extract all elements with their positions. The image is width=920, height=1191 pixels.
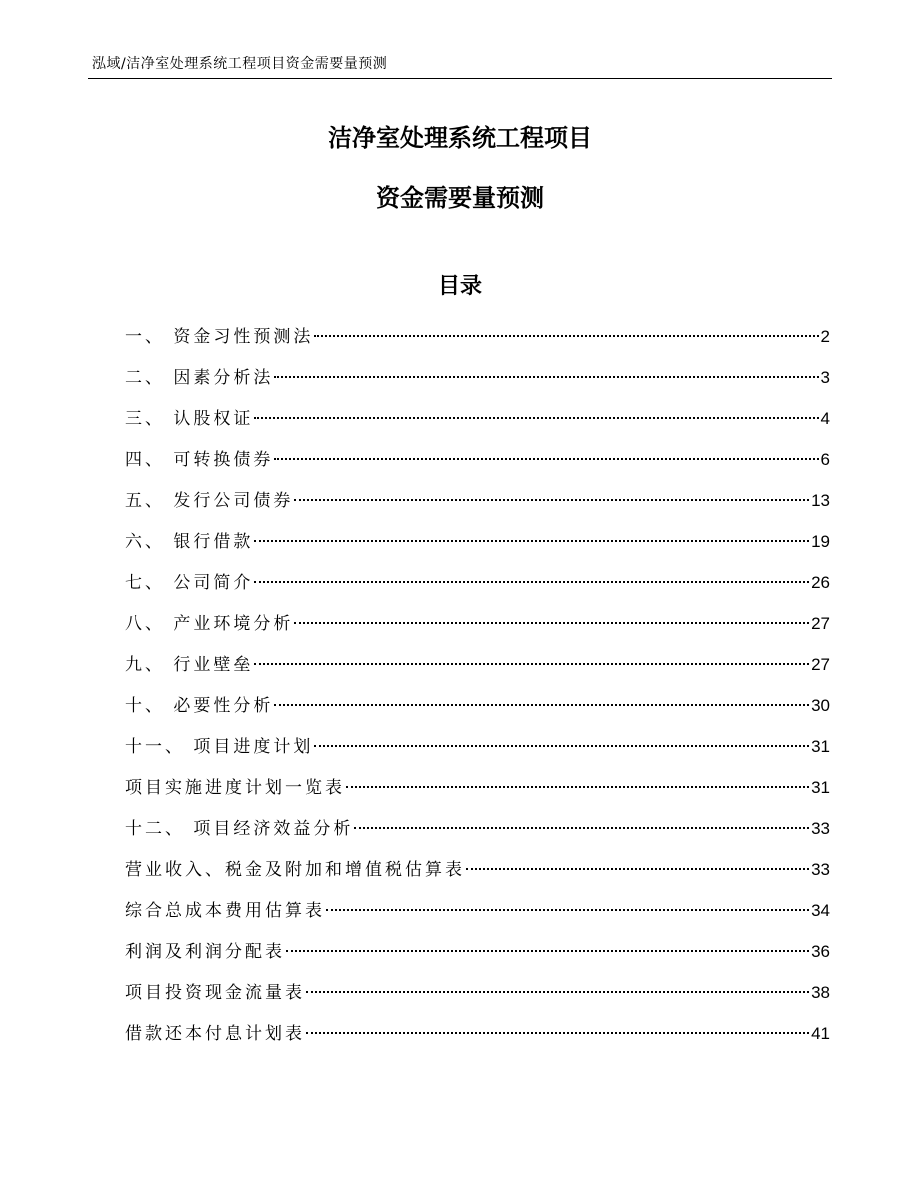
- toc-entry[interactable]: [125, 931, 830, 972]
- toc-entry[interactable]: [125, 726, 830, 767]
- toc-entry-label: 三、 认股权证: [125, 409, 254, 429]
- toc-entry-label: 项目投资现金流量表: [125, 983, 305, 1003]
- toc-entry[interactable]: [125, 480, 830, 521]
- toc-entry[interactable]: [125, 398, 830, 439]
- toc-entry[interactable]: [125, 357, 830, 398]
- header-divider: [88, 78, 832, 79]
- toc-heading: 目录: [437, 274, 482, 299]
- toc-page-number: 31: [811, 737, 830, 756]
- toc-page-number: 3: [820, 368, 830, 387]
- toc-entry-label: 利润及利润分配表: [125, 942, 285, 962]
- toc-entry-label: 二、 因素分析法: [125, 368, 274, 388]
- toc-dot-leader: [466, 868, 809, 870]
- toc-entry-label: 九、 行业壁垒: [125, 655, 254, 675]
- toc-page-number: 36: [811, 942, 830, 961]
- toc-entry[interactable]: [125, 972, 830, 1013]
- toc-entry[interactable]: [125, 521, 830, 562]
- toc-entry[interactable]: [125, 767, 830, 808]
- toc-entry[interactable]: [125, 316, 830, 357]
- toc-dot-leader: [254, 417, 818, 419]
- toc-page-number: 38: [811, 983, 830, 1002]
- toc-entry-label: 一、 资金习性预测法: [125, 327, 314, 347]
- toc-entry[interactable]: [125, 603, 830, 644]
- toc-dot-leader: [254, 540, 809, 542]
- toc-entry[interactable]: [125, 644, 830, 685]
- toc-dot-leader: [306, 1032, 809, 1034]
- toc-entry-label: 四、 可转换债券: [125, 450, 274, 470]
- toc-entry-label: 五、 发行公司债券: [125, 491, 294, 511]
- toc-dot-leader: [314, 335, 818, 337]
- toc-entry-label: 综合总成本费用估算表: [125, 901, 325, 921]
- toc-page-number: 19: [811, 532, 830, 551]
- toc-page-number: 33: [811, 860, 830, 879]
- toc-page-number: 41: [811, 1024, 830, 1043]
- toc-page-number: 26: [811, 573, 830, 592]
- toc-entry[interactable]: [125, 890, 830, 931]
- toc-entry-label: 八、 产业环境分析: [125, 614, 294, 634]
- toc-entry-label: 项目实施进度计划一览表: [125, 778, 345, 798]
- toc-entry-label: 十、 必要性分析: [125, 696, 274, 716]
- toc-page-number: 30: [811, 696, 830, 715]
- toc-dot-leader: [294, 622, 809, 624]
- running-header: 泓域/洁净室处理系统工程项目资金需要量预测: [92, 56, 388, 72]
- toc-dot-leader: [274, 704, 809, 706]
- toc-entry-label: 十二、 项目经济效益分析: [125, 819, 354, 839]
- toc-page-number: 34: [811, 901, 830, 920]
- toc-dot-leader: [254, 663, 809, 665]
- toc-entry-label: 营业收入、税金及附加和增值税估算表: [125, 860, 465, 880]
- toc-page-number: 2: [820, 327, 830, 346]
- toc-entry[interactable]: [125, 685, 830, 726]
- toc-page-number: 31: [811, 778, 830, 797]
- toc-dot-leader: [326, 909, 809, 911]
- toc-dot-leader: [274, 376, 818, 378]
- toc-page-number: 27: [811, 614, 830, 633]
- toc-page-number: 13: [811, 491, 830, 510]
- toc-entry[interactable]: [125, 808, 830, 849]
- toc-entry[interactable]: [125, 439, 830, 480]
- toc-entry[interactable]: [125, 849, 830, 890]
- toc-entry-label: 六、 银行借款: [125, 532, 254, 552]
- toc-entry[interactable]: [125, 562, 830, 603]
- toc-dot-leader: [354, 827, 809, 829]
- document-title-line-1: 洁净室处理系统工程项目: [328, 124, 592, 152]
- toc-dot-leader: [254, 581, 809, 583]
- toc-entry-label: 七、 公司简介: [125, 573, 254, 593]
- toc-dot-leader: [314, 745, 809, 747]
- table-of-contents: [125, 316, 830, 1054]
- toc-dot-leader: [274, 458, 818, 460]
- toc-entry[interactable]: [125, 1013, 830, 1054]
- toc-dot-leader: [346, 786, 809, 788]
- toc-page-number: 6: [820, 450, 830, 469]
- toc-dot-leader: [306, 991, 809, 993]
- toc-dot-leader: [286, 950, 809, 952]
- toc-entry-label: 十一、 项目进度计划: [125, 737, 314, 757]
- toc-entry-label: 借款还本付息计划表: [125, 1024, 305, 1044]
- toc-page-number: 33: [811, 819, 830, 838]
- toc-page-number: 27: [811, 655, 830, 674]
- toc-dot-leader: [294, 499, 809, 501]
- document-title-line-2: 资金需要量预测: [376, 184, 544, 212]
- toc-page-number: 4: [820, 409, 830, 428]
